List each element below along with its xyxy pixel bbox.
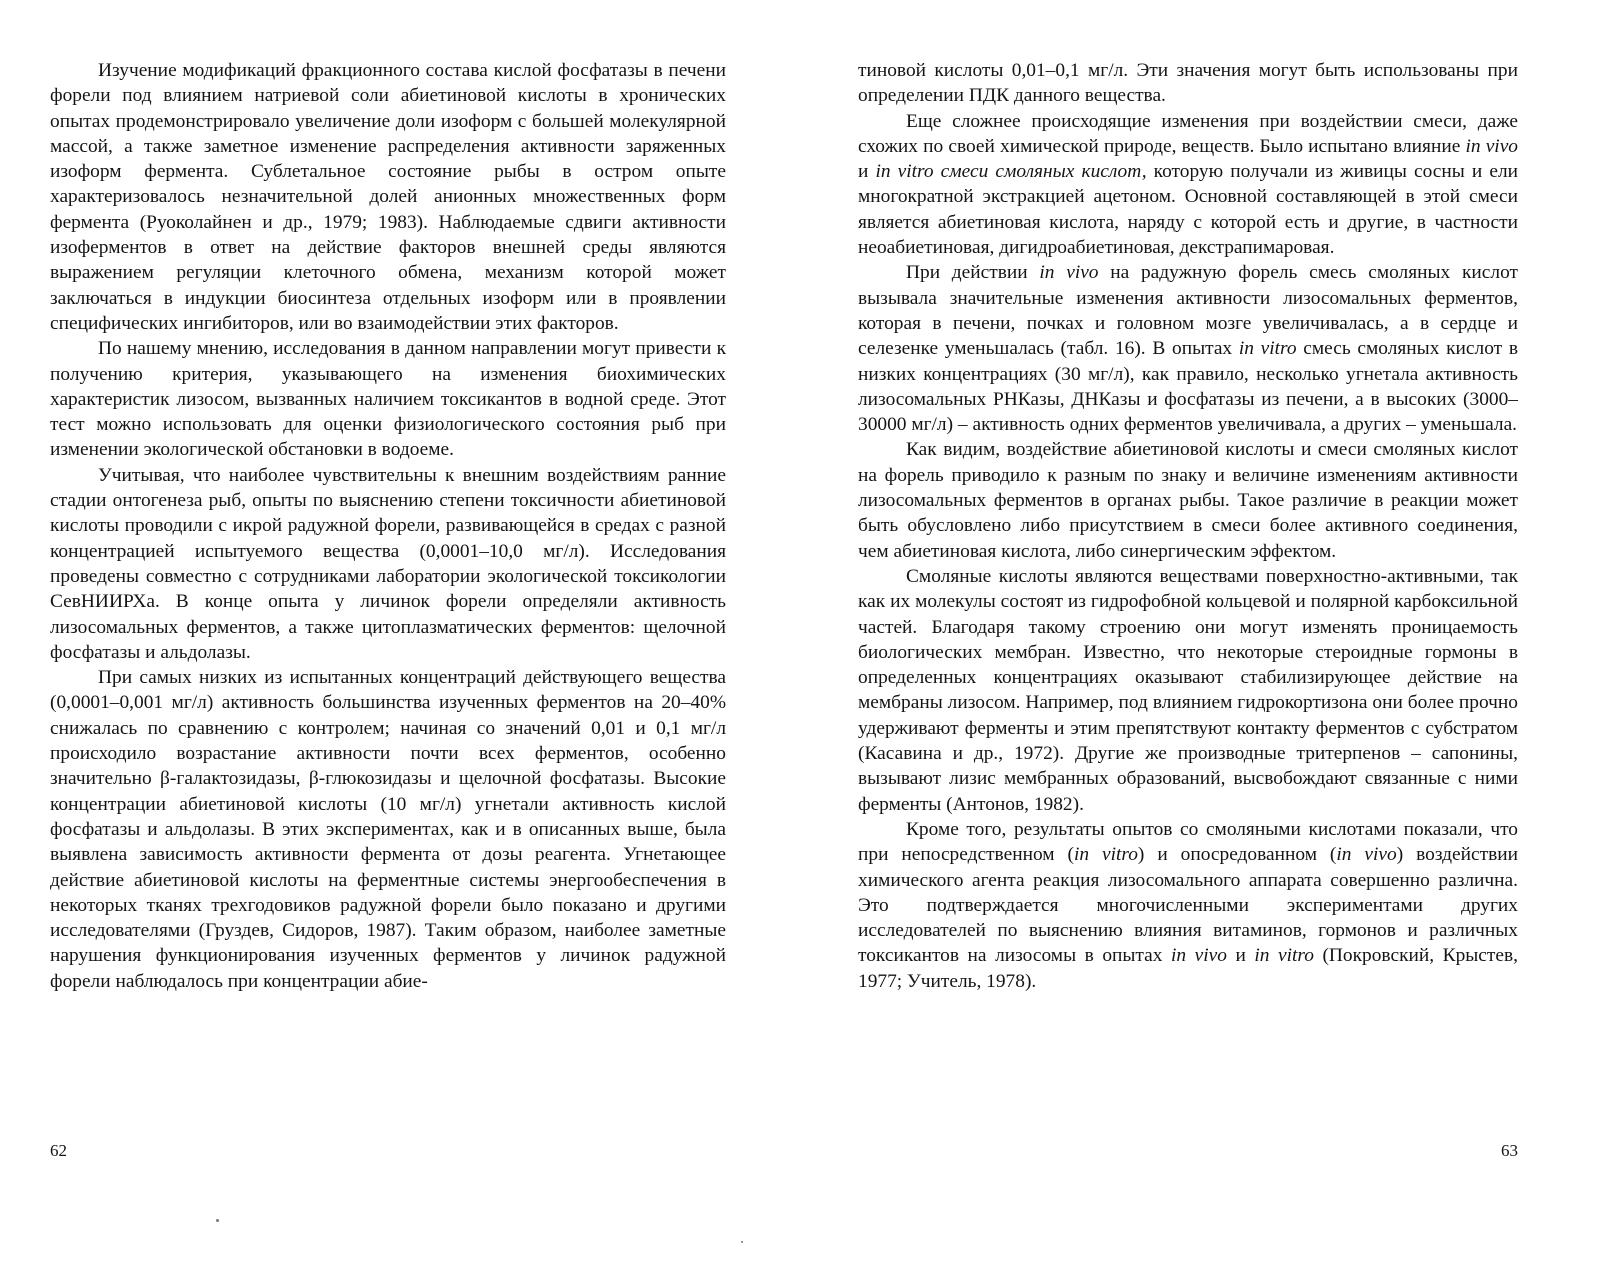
page-number-left: 62: [50, 1141, 67, 1160]
italic-text: in vitro: [1073, 844, 1138, 866]
text-run: Еще сложнее происходящие изменения при воздействии смеси, даже схожих по своей химической природе, веществ. Было испытано влияние: [858, 110, 1518, 157]
italic-text: in vitro: [1254, 945, 1314, 967]
paragraph: [50, 665, 726, 994]
text-run: и: [1226, 945, 1255, 967]
text-run: (Покровский, Крыстев, 1977; Учитель, 1978).: [858, 945, 1518, 992]
scan-speck: [741, 1241, 743, 1243]
paragraph: [858, 260, 1518, 437]
text-run: и: [858, 161, 876, 183]
text-run: ) воздействии химического агента реакция лизосомального аппарата совершенно различна. Это подтверждается многочисленными экспериментами других исследователей по выяснению влияния витаминов, гормонов и различных токсикантов на лизосомы в опытах: [858, 844, 1519, 967]
text-run: Кроме того, результаты опытов со смоляными кислотами показали, что при непосредственном (: [858, 818, 1518, 866]
paragraph: [50, 463, 726, 665]
italic-text: in vivo: [1171, 945, 1227, 967]
paragraph: [50, 58, 726, 336]
text-run: При действии: [906, 262, 1040, 284]
italic-text: in vivo: [1465, 135, 1518, 157]
paragraph: [858, 109, 1518, 261]
italic-text: in vivo: [1039, 262, 1099, 284]
scan-speck: [216, 1219, 219, 1222]
text-run: Смоляные кислоты являются веществами поверхностно-активными, так как их молекулы состоят из гидрофобной кольцевой и полярной карбоксильной частей. Благодаря такому строению они могут изменять проницаемость биологических мембран. Известно, что некоторые стероидные гормоны в определенных концентрациях оказывают стабилизирующее действие на мембраны лизосом. Например, под влиянием гидрокортизона они более прочно удерживают ферменты и этим препятствуют контакту ферментов с субстратом (Касавина и др., 1972). Другие же производные тритерпенов – сапонины, вызывают лизис мембранных образований, высвобождают связанные с ними ферменты (Антонов, 1982).: [858, 565, 1518, 815]
text-run: По нашему мнению, исследования в данном направлении могут привести к получению критерия, указывающего на изменения биохимических характеристик лизосом, вызванных наличием токсикантов в водной среде. Этот тест можно использовать для оценки физиологического состояния рыб при изменении экологической обстановки в водоеме.: [50, 338, 726, 461]
italic-text: in vitro: [1238, 338, 1297, 360]
text-run: Как видим, воздействие абиетиновой кислоты и смеси смоляных кислот на форель приводило к разным по знаку и величине изменениям активности лизосомальных ферментов в органах рыбы. Такое различие в реакции может быть обусловлено либо присутствием в смеси более активного соединения, чем абиетиновая кислота, либо синергическим эффектом.: [858, 439, 1518, 562]
paragraph: [858, 817, 1518, 994]
right-page: [858, 58, 1518, 994]
paragraph: [858, 58, 1518, 109]
left-page: [50, 58, 726, 994]
text-run: При самых низких из испытанных концентраций действующего вещества (0,0001–0,001 мг/л) активность большинства изученных ферментов на 20–40% снижалась по сравнению с контролем; начиная со значений 0,01 и 0,1 мг/л происходило возрастание активности почти всех ферментов, особенно значительно β-галактозидазы, β-глюкозидазы и щелочной фосфатазы. Высокие концентрации абиетиновой кислоты (10 мг/л) угнетали активность кислой фосфатазы и альдолазы. В этих экспериментах, как и в описанных выше, была выявлена зависимость активности фермента от дозы реагента. Угнетающее действие абиетиновой кислоты на ферментные системы энергообеспечения в некоторых тканях трехгодовиков радужной форели было показано и другими исследователями (Груздев, Сидоров, 1987). Таким образом, наиболее заметные нарушения функционирования изученных ферментов у личинок радужной форели наблюдалось при концентрации абие-: [50, 667, 726, 992]
italic-text: in vitro смеси смоляных кислот,: [875, 161, 1147, 183]
text-run: смесь смоляных кислот в низких концентрациях (30 мг/л), как правило, несколько угнетала активность лизосомальных РНКазы, ДНКазы и фосфатазы из печени, а в высоких (3000–30000 мг/л) – активность одних ферментов увеличивала, а других – уменьшала.: [858, 338, 1518, 436]
paragraph: [858, 437, 1518, 563]
paragraph: [50, 336, 726, 462]
text-run: Изучение модификаций фракционного состава кислой фосфатазы в печени форели под влиянием натриевой соли абиетиновой кислоты в хронических опытах продемонстрировало увеличение доли изоформ с большей молекулярной массой, а также заметное изменение распределения активности заряженных изоформ фермента. Сублетальное состояние рыбы в остром опыте характеризовалось незначительной долей анионных множественных форм фермента (Руоколайнен и др., 1979; 1983). Наблюдаемые сдвиги активности изоферментов в ответ на действие факторов внешней среды являются выражением регуляции клеточного обмена, механизм которой может заключаться в индукции биосинтеза отдельных изоформ или в проявлении специфических ингибиторов, или во взаимодействии этих факторов.: [50, 60, 726, 334]
paragraph: [858, 564, 1518, 817]
text-run: ) и опосредованном (: [1137, 844, 1337, 866]
text-run: тиновой кислоты 0,01–0,1 мг/л. Эти значения могут быть использованы при определении ПДК данного вещества.: [858, 60, 1518, 107]
text-run: на радужную форель смесь смоляных кислот вызывала значительные изменения активности лизосомальных ферментов, которая в печени, почках и головном мозге увеличивалась, а в сердце и селезенке уменьшалась (табл. 16). В опытах: [858, 262, 1518, 360]
text-run: Учитывая, что наиболее чувствительны к внешним воздействиям ранние стадии онтогенеза рыб, опыты по выяснению степени токсичности абиетиновой кислоты проводили с икрой радужной форели, развивающейся в средах с разной концентрацией испытуемого вещества (0,0001–10,0 мг/л). Исследования проведены совместно с сотрудниками лаборатории экологической токсикологии СевНИИРХа. В конце опыта у личинок форели определяли активность лизосомальных ферментов, а также цитоплазматических ферментов: щелочной фосфатазы и альдолазы.: [50, 464, 726, 663]
page-number-right: 63: [1501, 1141, 1518, 1160]
italic-text: in vivo: [1336, 844, 1397, 866]
text-run: которую получали из живицы сосны и ели многократной экстракцией ацетоном. Основной составляющей в этой смеси является абиетиновая кислота, наряду с которой есть и другие, в частности неоабиетиновая, дигидроабиетиновая, декстрапимаровая.: [858, 161, 1519, 259]
